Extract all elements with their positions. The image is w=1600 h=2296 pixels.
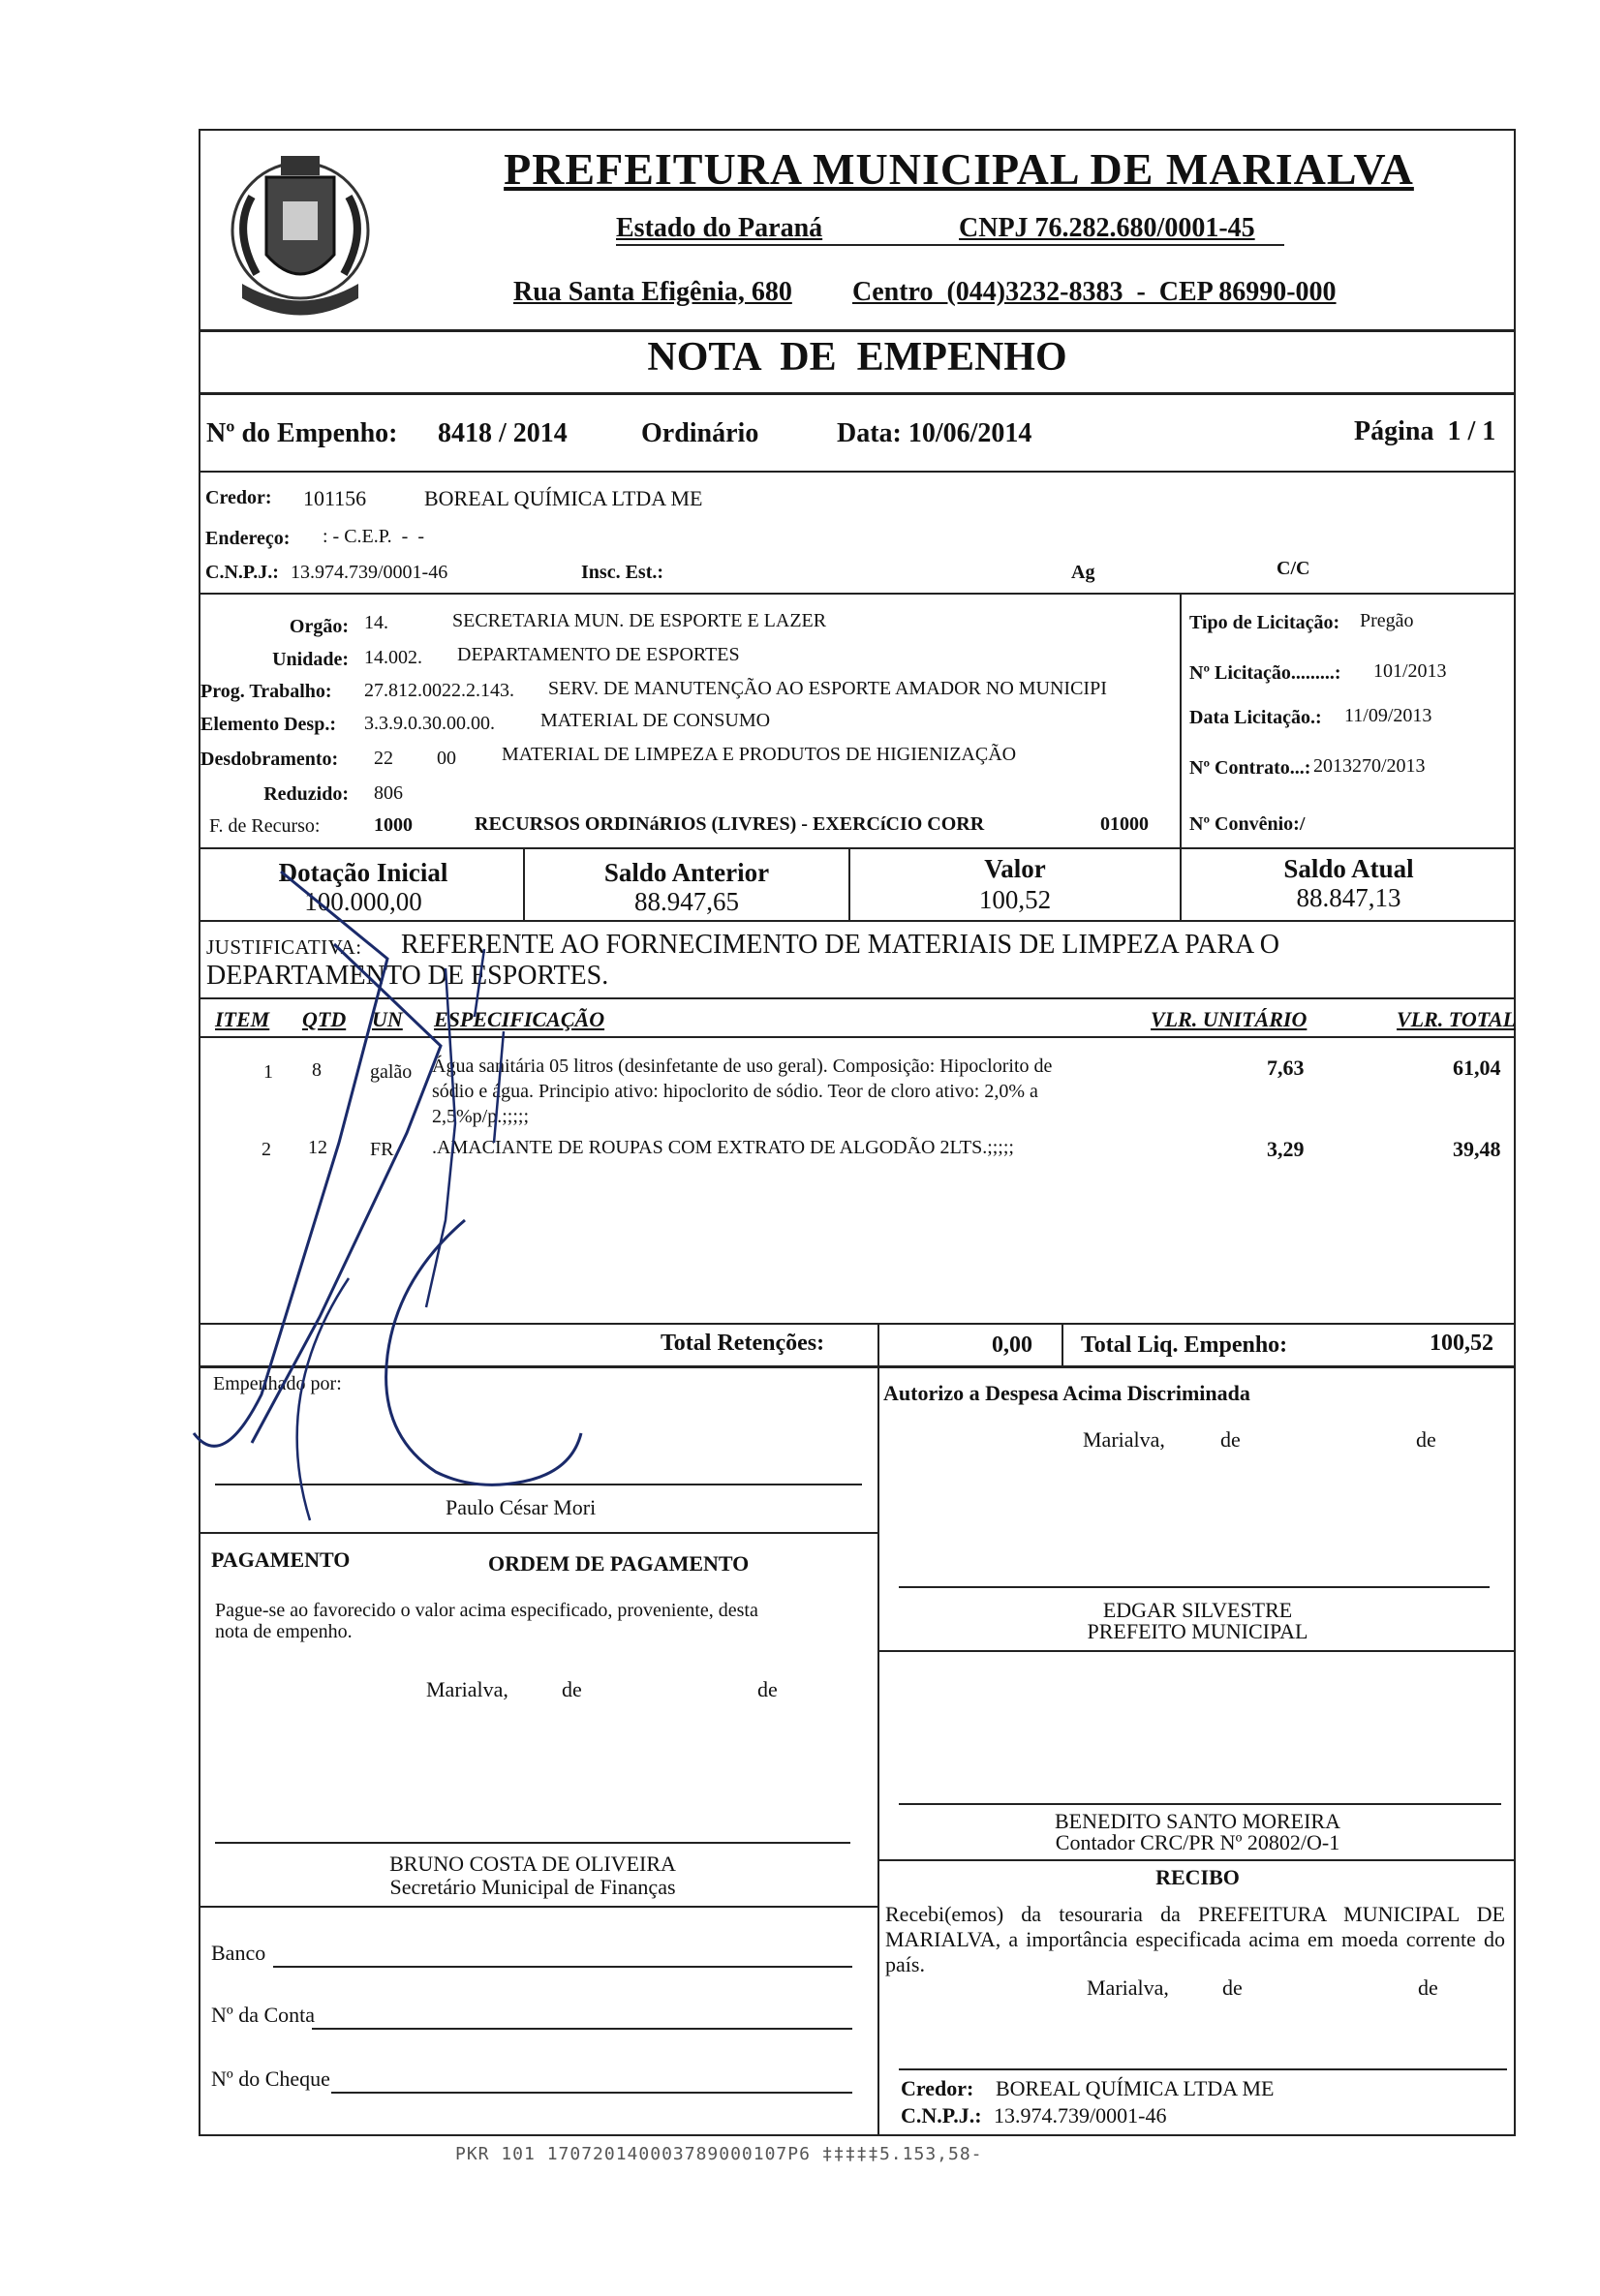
elemento-value: 3.3.9.0.30.00.00.	[364, 713, 495, 734]
finance-name: BRUNO COSTA DE OLIVEIRA	[389, 1852, 676, 1876]
divider	[199, 392, 1516, 395]
col-item: ITEM	[215, 1007, 270, 1031]
recibo-de1: de	[1222, 1975, 1243, 2000]
autorizo-de2: de	[1416, 1427, 1436, 1452]
empenhado-label: Empenhado por:	[213, 1373, 342, 1394]
recibo-line1: Recebi(emos) da tesouraria da PREFEITURA MUNICIPAL DE	[885, 1902, 1505, 1926]
signature-line	[899, 1586, 1490, 1588]
item-1-total: 61,04	[1453, 1056, 1501, 1080]
reduzido-label: Reduzido:	[263, 783, 349, 805]
header-address: Rua Santa Efigênia, 680	[513, 277, 792, 307]
conta-label: Nº da Conta	[211, 2003, 316, 2027]
prog-label: Prog. Trabalho:	[200, 681, 332, 702]
liq-empenho-value: 100,52	[1430, 1331, 1493, 1356]
cc-label: C/C	[1277, 558, 1310, 579]
dotacao-label: Dotação Inicial	[278, 858, 448, 887]
empenho-page: Página 1 / 1	[1354, 416, 1496, 446]
insc-label: Insc. Est.:	[581, 562, 664, 583]
orgao-label: Orgão:	[289, 616, 349, 637]
cnpj-label: C.N.P.J.:	[205, 562, 279, 583]
mayor-title: PREFEITO MUNICIPAL	[1087, 1619, 1308, 1643]
signature-line	[215, 1842, 850, 1844]
retencoes-label: Total Retenções:	[661, 1331, 825, 1356]
valor-value: 100,52	[978, 885, 1052, 914]
header-state: Estado do Paraná	[616, 213, 823, 243]
recibo-label: RECIBO	[1155, 1865, 1240, 1889]
item-1-unit-price: 7,63	[1267, 1056, 1305, 1080]
desdobramento-value: 22	[374, 748, 393, 769]
empenho-number: 8418 / 2014	[438, 418, 568, 448]
desdobramento-sub: 00	[437, 748, 456, 769]
liq-empenho-label: Total Liq. Empenho:	[1081, 1332, 1288, 1358]
divider	[199, 329, 1516, 332]
retencoes-value: 0,00	[992, 1332, 1032, 1358]
tipo-licitacao-label: Tipo de Licitação:	[1189, 612, 1340, 633]
item-2-total: 39,48	[1453, 1137, 1501, 1161]
conta-field-line	[312, 2028, 852, 2030]
recibo-cnpj: 13.974.739/0001-46	[994, 2103, 1167, 2128]
empenho-number-label: Nº do Empenho:	[206, 418, 398, 448]
pagamento-place: Marialva,	[426, 1677, 508, 1701]
municipal-crest-icon	[213, 138, 387, 332]
elemento-label: Elemento Desp.:	[200, 714, 336, 735]
recibo-de2: de	[1418, 1975, 1438, 2000]
unidade-label: Unidade:	[272, 649, 349, 670]
signature-line	[899, 1803, 1501, 1805]
divider	[199, 593, 1516, 595]
col-un: UN	[372, 1007, 403, 1031]
address-label: Endereço:	[205, 528, 291, 549]
header-title: PREFEITURA MUNICIPAL DE MARIALVA	[504, 144, 1414, 194]
item-2-qtd: 12	[308, 1137, 327, 1158]
pagamento-de2: de	[757, 1677, 778, 1701]
header-state-underline	[616, 244, 1284, 246]
justificativa-line2: DEPARTAMENTO DE ESPORTES.	[206, 961, 609, 991]
reduzido-value: 806	[374, 782, 403, 804]
cnpj-value: 13.974.739/0001-46	[291, 562, 448, 583]
recibo-credor-label: Credor:	[901, 2076, 974, 2100]
divider	[877, 1859, 1516, 1861]
recibo-place: Marialva,	[1087, 1975, 1169, 2000]
credor-label: Credor:	[205, 487, 272, 508]
prog-name: SERV. DE MANUTENÇÃO AO ESPORTE AMADOR NO MUNICIPI	[548, 678, 1107, 699]
recibo-line3: país.	[885, 1952, 925, 1976]
vertical-divider	[877, 1323, 879, 1365]
autorizo-text: Autorizo a Despesa Acima Discriminada	[883, 1381, 1250, 1405]
tipo-licitacao-value: Pregão	[1360, 610, 1414, 631]
item-2-unit-price: 3,29	[1267, 1137, 1305, 1161]
pagamento-text1: Pague-se ao favorecido o valor acima especificado, proveniente, desta	[215, 1600, 758, 1621]
ag-label: Ag	[1071, 562, 1095, 583]
data-licitacao-label: Data Licitação.:	[1189, 707, 1322, 728]
accountant-name: BENEDITO SANTO MOREIRA	[1055, 1809, 1340, 1833]
item-1-qtd: 8	[312, 1059, 322, 1081]
signature-line	[899, 2068, 1507, 2070]
item-1-un: galão	[370, 1061, 413, 1083]
vertical-divider	[877, 1368, 879, 2136]
justificativa-line1: REFERENTE AO FORNECIMENTO DE MATERIAIS DE LIMPEZA PARA O	[401, 930, 1279, 960]
divider	[199, 1906, 879, 1908]
accountant-title: Contador CRC/PR Nº 20802/O-1	[1055, 1830, 1340, 1854]
data-licitacao-value: 11/09/2013	[1344, 705, 1432, 726]
numero-licitacao-label: Nº Licitação.........:	[1189, 662, 1341, 684]
desdobramento-name: MATERIAL DE LIMPEZA E PRODUTOS DE HIGIENIZAÇÃO	[502, 744, 1017, 765]
item-2-un: FR	[370, 1139, 394, 1160]
divider	[199, 471, 1516, 473]
saldo-atual-label: Saldo Atual	[1283, 854, 1414, 883]
contrato-value: 2013270/2013	[1313, 755, 1426, 777]
empenho-date: Data: 10/06/2014	[837, 418, 1032, 448]
item-2-number: 2	[262, 1139, 271, 1160]
credor-code: 101156	[303, 486, 367, 510]
recurso-value: 1000	[374, 814, 413, 836]
col-spec: ESPECIFICAÇÃO	[434, 1007, 605, 1031]
numero-licitacao-value: 101/2013	[1373, 660, 1447, 682]
vertical-divider	[1062, 1323, 1063, 1365]
autorizo-place: Marialva,	[1083, 1427, 1165, 1452]
pagamento-de1: de	[562, 1677, 582, 1701]
saldo-anterior-label: Saldo Anterior	[603, 858, 770, 887]
item-2-spec1: .AMACIANTE DE ROUPAS COM EXTRATO DE ALGODÃO 2LTS.;;;;;	[432, 1137, 1014, 1158]
recurso-label: F. de Recurso:	[209, 815, 321, 837]
divider	[199, 847, 1516, 849]
orgao-name: SECRETARIA MUN. DE ESPORTE E LAZER	[452, 610, 827, 631]
document-title: NOTA DE EMPENHO	[647, 335, 1067, 380]
unidade-value: 14.002.	[364, 647, 422, 668]
banco-field-line	[273, 1966, 852, 1968]
empenho-type: Ordinário	[641, 418, 759, 448]
recibo-credor: BOREAL QUÍMICA LTDA ME	[996, 2076, 1275, 2100]
desdobramento-label: Desdobramento:	[200, 749, 339, 770]
finance-title: Secretário Municipal de Finanças	[389, 1875, 676, 1899]
justificativa-label: JUSTIFICATIVA:	[206, 935, 362, 959]
elemento-name: MATERIAL DE CONSUMO	[540, 710, 771, 731]
handwritten-signature	[165, 852, 707, 1549]
vertical-divider	[1180, 593, 1182, 847]
banco-label: Banco	[211, 1941, 266, 1965]
orgao-value: 14.	[364, 612, 388, 633]
recibo-cnpj-label: C.N.P.J.:	[901, 2103, 982, 2128]
autorizo-de1: de	[1220, 1427, 1241, 1452]
credor-name: BOREAL QUÍMICA LTDA ME	[424, 486, 703, 510]
header-district: Centro (044)3232-8383 - CEP 86990-000	[852, 277, 1337, 307]
contrato-label: Nº Contrato...:	[1189, 757, 1311, 779]
footer-code: PKR 101 170720140003789000107P6 ‡‡‡‡‡5.153,58-	[455, 2144, 983, 2164]
unidade-name: DEPARTAMENTO DE ESPORTES	[457, 644, 740, 665]
recurso-code: 01000	[1100, 813, 1149, 835]
saldo-atual-value: 88.847,13	[1296, 883, 1401, 912]
mayor-name: EDGAR SILVESTRE	[1102, 1598, 1293, 1622]
item-1-number: 1	[263, 1061, 273, 1083]
item-1-spec3: 2,5%p/p.;;;;;	[432, 1106, 529, 1127]
header-cnpj: CNPJ 76.282.680/0001-45	[959, 213, 1255, 243]
col-unit-price: VLR. UNITÁRIO	[1151, 1007, 1308, 1031]
col-qtd: QTD	[302, 1007, 347, 1031]
pagamento-label: PAGAMENTO	[211, 1547, 351, 1572]
convenio-label: Nº Convênio:/	[1189, 813, 1306, 835]
pagamento-text2: nota de empenho.	[215, 1621, 353, 1642]
col-total: VLR. TOTAL	[1397, 1007, 1517, 1031]
prog-value: 27.812.0022.2.143.	[364, 680, 514, 701]
ordem-pagamento-label: ORDEM DE PAGAMENTO	[488, 1551, 750, 1576]
cheque-field-line	[331, 2092, 852, 2094]
valor-label: Valor	[984, 854, 1046, 883]
cheque-label: Nº do Cheque	[211, 2066, 330, 2091]
recurso-name: RECURSOS ORDINáRIOS (LIVRES) - EXERCíCIO CORR	[475, 813, 985, 835]
item-1-spec1: Água sanitária 05 litros (desinfetante de uso geral). Composição: Hipoclorito de	[432, 1056, 1053, 1077]
empenhado-name: Paulo César Mori	[446, 1495, 597, 1519]
dotacao-value: 100.000,00	[304, 887, 422, 916]
recibo-line2: MARIALVA, a importância especificada acima em moeda corrente do	[885, 1927, 1505, 1951]
item-1-spec2: sódio e água. Principio ativo: hipoclorito de sódio. Teor de cloro ativo: 2,0% a	[432, 1081, 1038, 1102]
address-value: : - C.E.P. - -	[323, 526, 424, 547]
saldo-anterior-value: 88.947,65	[634, 887, 739, 916]
divider	[877, 1650, 1516, 1652]
